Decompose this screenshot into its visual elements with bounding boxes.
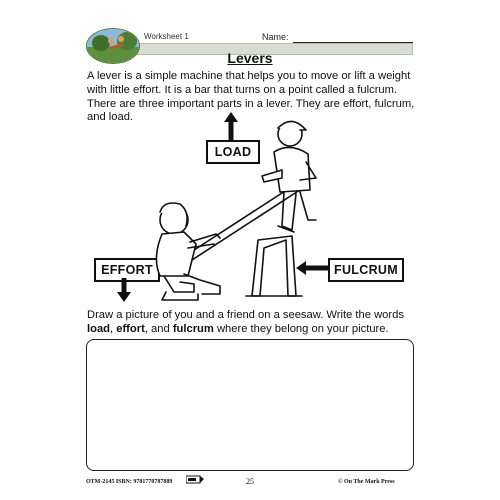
- intro-paragraph: A lever is a simple machine that helps you to move or lift a weight with little effort. It is a bar that turns on a point called a fulcrum. There are three important parts in a lever. They are effort, fulcrum, and load.: [87, 70, 415, 124]
- name-label: Name:: [262, 32, 289, 42]
- fulcrum-label: FULCRUM: [328, 258, 404, 282]
- word-fulcrum: fulcrum: [172, 322, 214, 335]
- name-line: [293, 42, 413, 43]
- page-number: 25: [246, 477, 254, 486]
- seesaw-illustration: [150, 108, 330, 308]
- word-effort: effort: [116, 322, 145, 335]
- effort-label: EFFORT: [94, 258, 160, 282]
- drawing-area[interactable]: [86, 339, 414, 471]
- page-title: Levers: [227, 50, 273, 66]
- footer-publisher: © On The Mark Press: [338, 479, 395, 485]
- word-load: load: [87, 322, 110, 335]
- worksheet-label: Worksheet 1: [144, 32, 189, 41]
- load-label: LOAD: [206, 140, 260, 164]
- arrow-down-icon: [117, 278, 131, 302]
- instructions-paragraph: Draw a picture of you and a friend on a seesaw. Write the words load, effort, and fulcrum where they belong on your picture.: [87, 309, 404, 335]
- footer-code: OTM-2145 ISBN: 9781770787889: [86, 479, 173, 485]
